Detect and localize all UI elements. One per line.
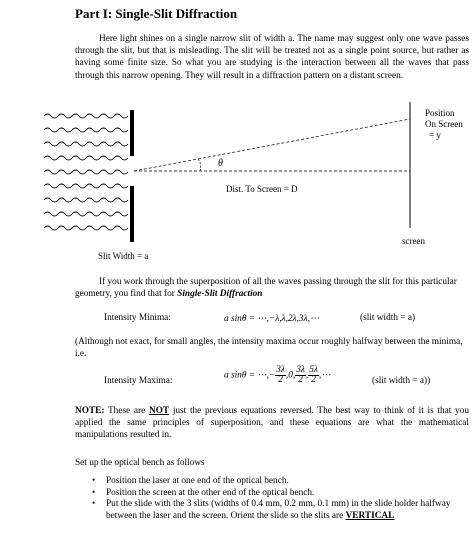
incoming-waves — [44, 114, 128, 230]
maxima-lhs: a sinθ = ⋯,− — [224, 370, 276, 381]
wave-line — [44, 114, 128, 118]
superposition-paragraph — [75, 276, 469, 300]
vertical-emphasis: VERTICAL — [345, 510, 395, 521]
setup-bullet-1: • Position the laser at one end of the optical bench. — [92, 476, 464, 488]
distance-label: Dist. To Screen = D — [226, 184, 298, 194]
minima-condition: (slit width = a) — [360, 313, 416, 323]
theta-label: θ — [218, 158, 223, 169]
wave-line — [44, 212, 128, 216]
wave-line — [44, 226, 128, 230]
wave-line — [44, 170, 128, 174]
intro-paragraph: Here light shines on a single narrow slit of width a. The name may suggest only one wave passes through the slit, but that is misleading. The slit will be treated not as a single point source, but rather as having some finite size. So what you are studying is the interaction between all the waves that pass through this narrow opening. They will result in a diffraction pattern on a distant screen. — [75, 34, 469, 81]
wave-line — [44, 156, 128, 160]
screen-label: screen — [402, 236, 425, 246]
slit-width-label: Slit Width = a — [98, 251, 149, 261]
fraction-3-lambda-over-2: $\frac{3\lambda}{2}$ — [296, 365, 305, 385]
wave-line — [44, 198, 128, 202]
position-label-line2: On Screen — [425, 119, 463, 129]
maxima-note: (Although not exact, for small angles, the intensity maxima occur roughly halfway between the minima, i.e. — [75, 337, 463, 360]
theta-arc — [198, 159, 201, 171]
note-not-emphasis: NOT — [148, 406, 170, 416]
wave-line — [44, 128, 128, 132]
section-title: Part I: Single-Slit Diffraction — [75, 6, 238, 21]
setup-bullet-2: • Position the screen at the other end of the optical bench. — [92, 488, 464, 500]
setup-intro: Set up the optical bench as follows — [75, 458, 205, 468]
fraction-neg-3-lambda-over-2: $\frac{3\lambda}{2}$ — [276, 365, 285, 385]
maxima-condition: (slit width = a)) — [372, 376, 431, 386]
maxima-tail: ,⋯ — [318, 370, 331, 381]
minima-equation: a sinθ = ⋯,−λ,λ,2λ,3λ,⋯ — [224, 314, 320, 324]
single-slit-diagram — [40, 102, 474, 262]
fraction-5-lambda-over-2: $\frac{5\lambda}{2}$ — [309, 365, 318, 385]
wave-line — [44, 142, 128, 146]
wave-line — [44, 184, 128, 188]
maxima-equation: a sinθ = ⋯,− $\frac{3\lambda}{2}$ ,0, $\frac{3\lambda}{2}$ , $\frac{5\lambda}{2}$ ,⋯ — [224, 365, 331, 385]
diffracted-ray — [134, 119, 410, 171]
single-slit-emphasis: Single-Slit Diffraction — [177, 289, 263, 300]
superposition-text: If you work through the superposition of all the waves passing through the slit for this particular geometry, you find that for — [75, 277, 457, 300]
setup-bullet-list — [92, 476, 464, 522]
maxima-label: Intensity Maxima: — [104, 376, 173, 386]
note-label: NOTE: — [75, 406, 105, 416]
setup-bullet-3: • Put the slide with the 3 slits (widths of 0.4 mm, 0.2 mm, 0.1 mm) in the slide holder halfway between the laser and the screen. Orient the slide so the slits are VERTICAL — [92, 499, 464, 522]
minima-label: Intensity Minima: — [104, 313, 171, 323]
note-paragraph: NOTE: These are NOT just the previous equations reversed. The best way to think of it is that you applied the same principles of superposition, and these equations are what the mathematical manipulations resulted in. — [75, 406, 470, 441]
position-label-line3: = y — [429, 130, 441, 140]
position-label-line1: Position — [425, 108, 455, 118]
maxima-mid: ,0, — [285, 370, 296, 381]
